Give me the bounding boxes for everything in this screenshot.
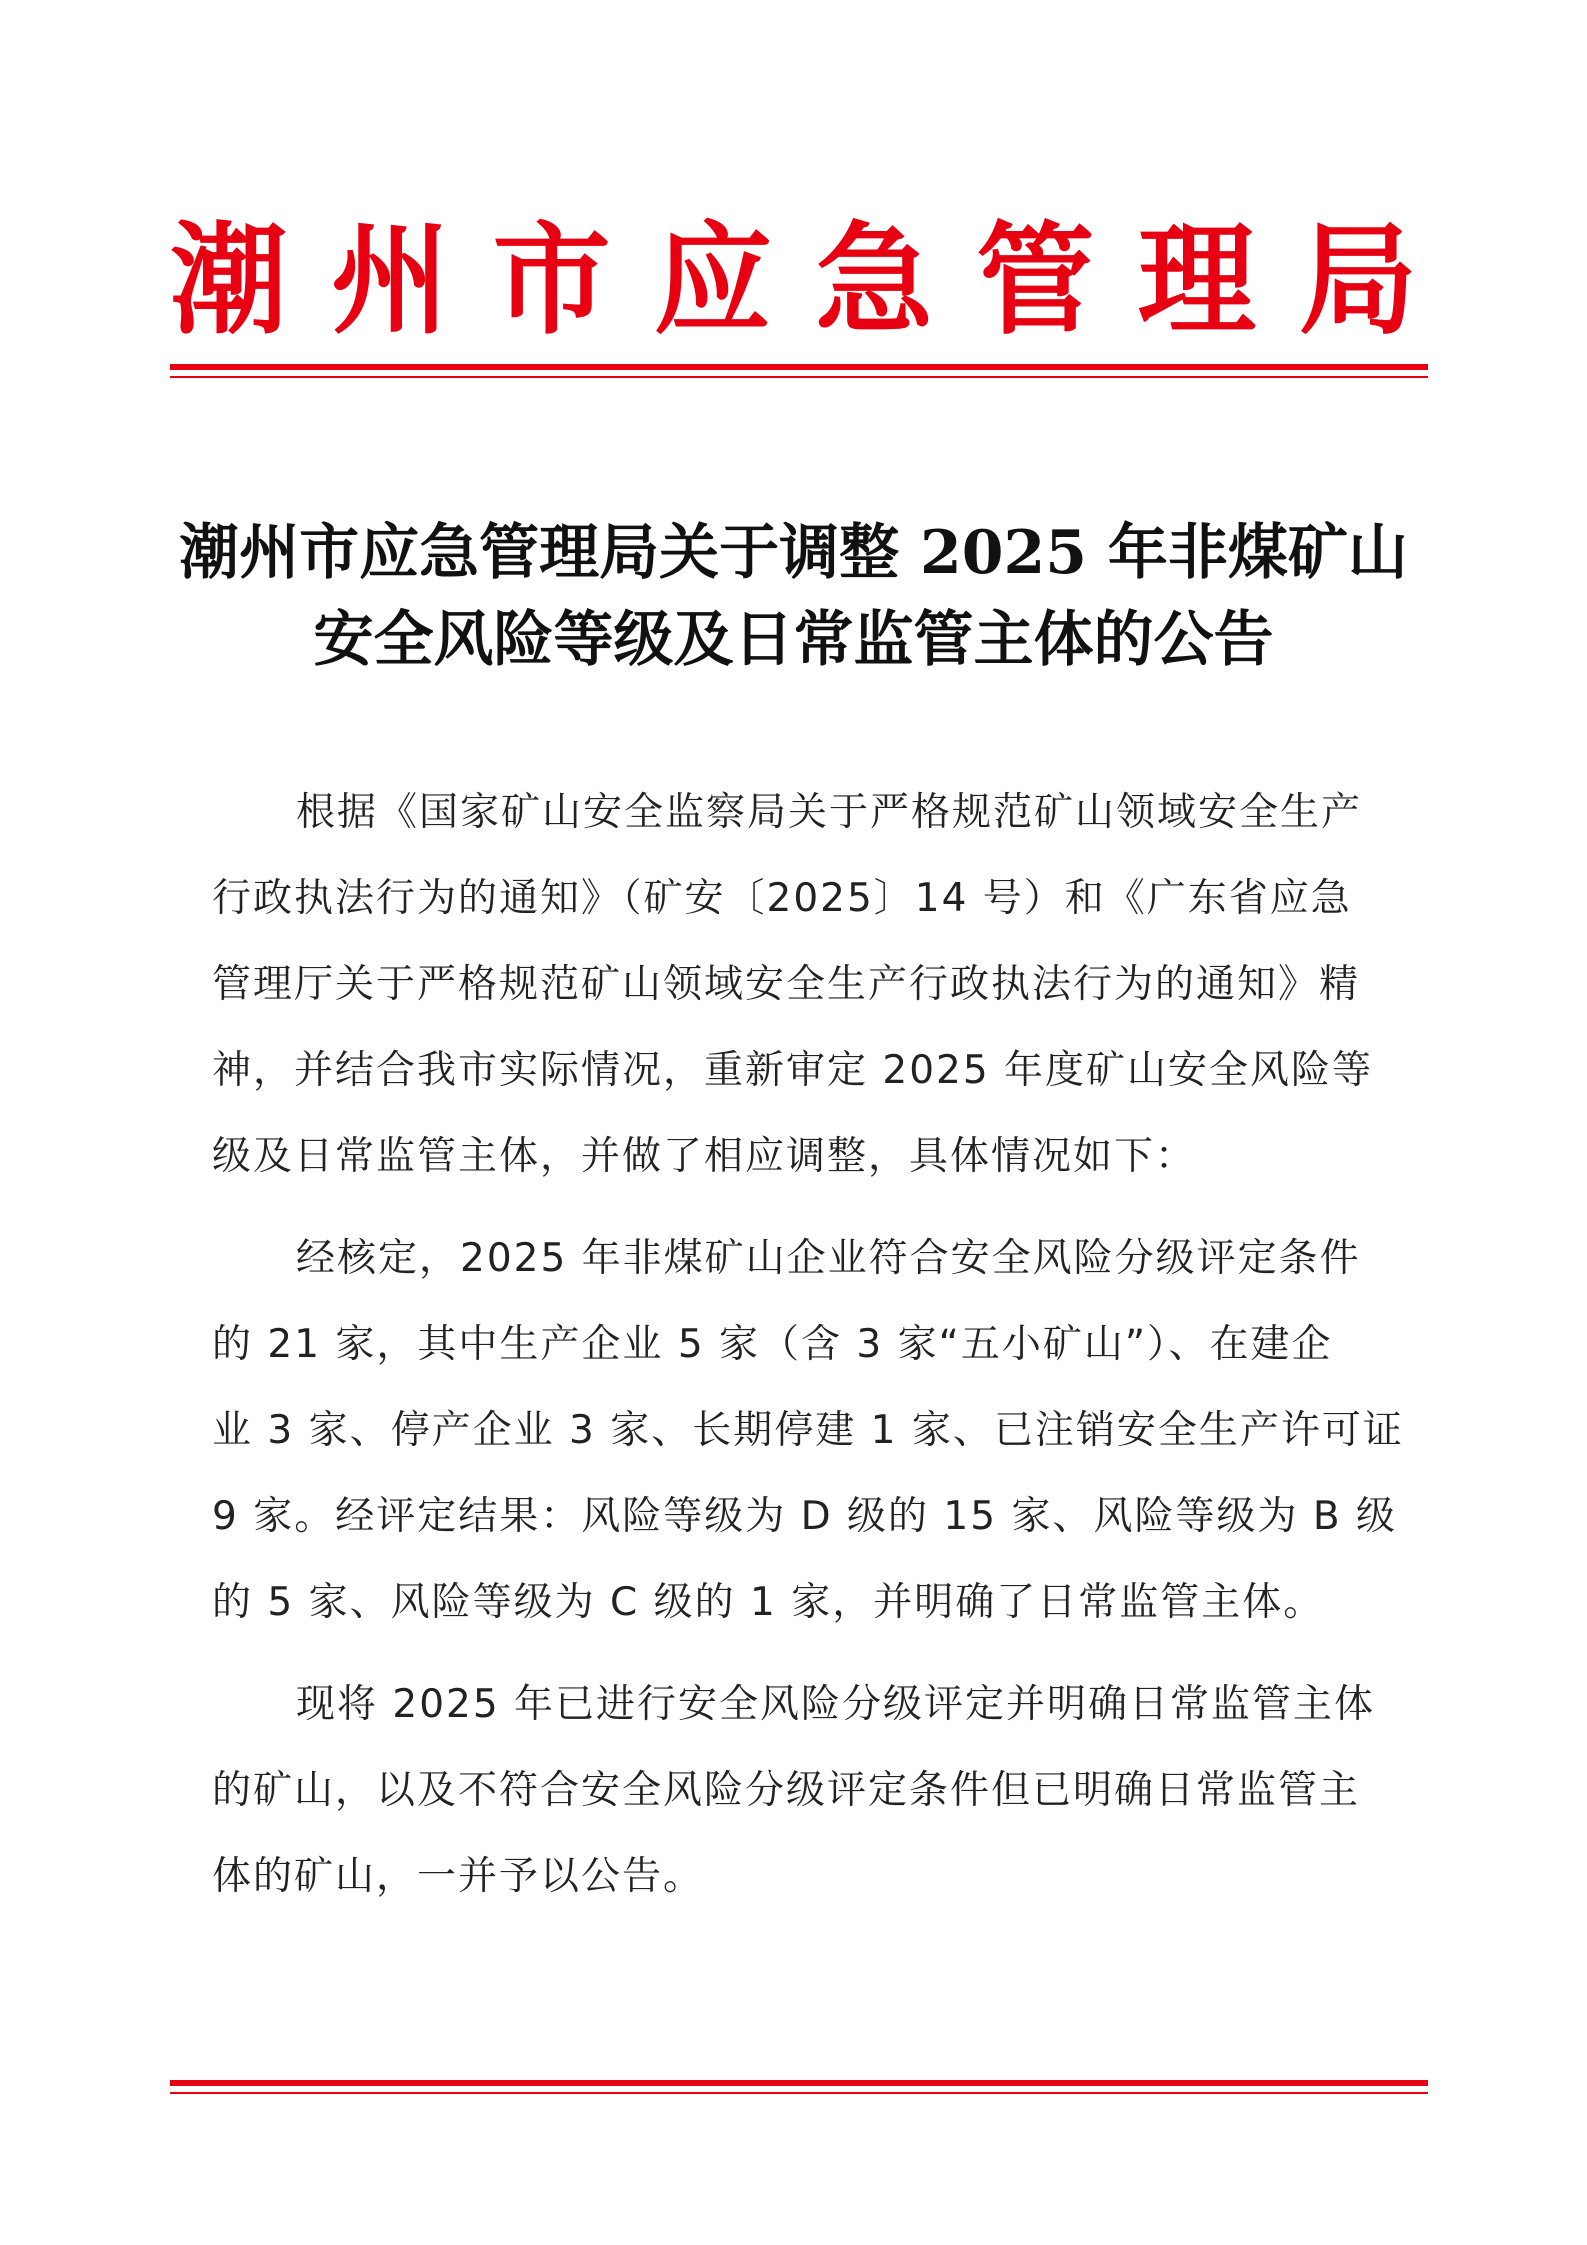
masthead-char: 应: [653, 209, 772, 351]
body-paragraph: [212, 770, 1392, 1200]
paragraph-line: 的 21 家，其中生产企业 5 家（含 3 家“五小矿山”）、在建企: [212, 1322, 1333, 1367]
paragraph-line: 现将 2025 年已进行安全风险分级评定并明确日常监管主体: [296, 1682, 1376, 1727]
masthead-org-name: [170, 205, 1417, 355]
paragraph-line: 9 家。经评定结果：风险等级为 D 级的 15 家、风险等级为 B 级: [212, 1494, 1398, 1539]
body-paragraph: [212, 1216, 1404, 1646]
red-rule-thick: [170, 364, 1428, 370]
masthead-red-rule: [170, 364, 1428, 378]
masthead-char: 潮: [170, 209, 289, 351]
body-paragraph: [212, 1662, 1392, 1920]
masthead-char: 理: [1137, 209, 1256, 351]
red-rule-thin: [170, 376, 1428, 378]
masthead-char: 局: [1298, 209, 1417, 351]
paragraph-line: 神，并结合我市实际情况，重新审定 2025 年度矿山安全风险等: [212, 1048, 1374, 1093]
footer-red-rule: [170, 2080, 1428, 2094]
paragraph-line: 的矿山，以及不符合安全风险分级评定条件但已明确日常监管主: [212, 1768, 1361, 1813]
title-line-2: 安全风险等级及日常监管主体的公告: [313, 605, 1274, 675]
paragraph-line: 级及日常监管主体，并做了相应调整，具体情况如下：: [212, 1134, 1197, 1179]
paragraph-line: 的 5 家、风险等级为 C 级的 1 家，并明确了日常监管主体。: [212, 1580, 1325, 1625]
masthead-char: 急: [815, 209, 934, 351]
red-rule-thick: [170, 2080, 1428, 2086]
paragraph-line: 根据《国家矿山安全监察局关于严格规范矿山领域安全生产: [296, 790, 1363, 835]
paragraph-line: 业 3 家、停产企业 3 家、长期停建 1 家、已注销安全生产许可证: [212, 1408, 1404, 1453]
paragraph-line: 经核定，2025 年非煤矿山企业符合安全风险分级评定条件: [296, 1236, 1361, 1281]
title-line-1: 潮州市应急管理局关于调整 2025 年非煤矿山: [179, 518, 1408, 588]
paragraph-line: 管理厅关于严格规范矿山领域安全生产行政执法行为的通知》精: [212, 962, 1361, 1007]
document-title: [150, 510, 1437, 684]
paragraph-line: 行政执法行为的通知》（矿安〔2025〕14 号）和《广东省应急: [212, 876, 1352, 921]
masthead-char: 州: [331, 209, 450, 351]
masthead-char: 市: [492, 209, 611, 351]
masthead-char: 管: [976, 209, 1095, 351]
document-body: [212, 770, 1404, 1936]
red-rule-thin: [170, 2092, 1428, 2094]
paragraph-line: 体的矿山，一并予以公告。: [212, 1854, 705, 1899]
